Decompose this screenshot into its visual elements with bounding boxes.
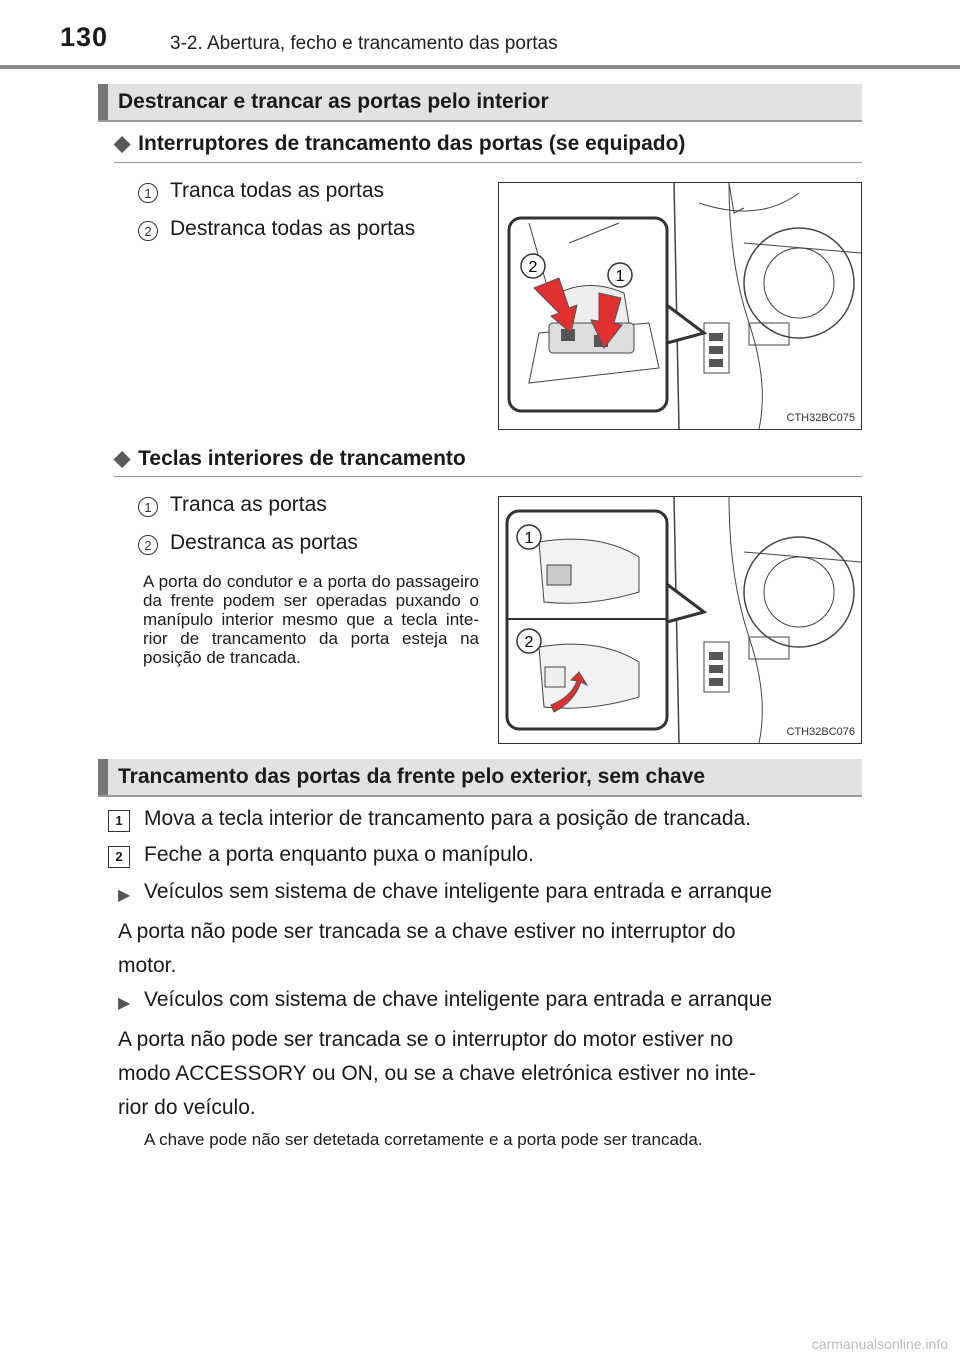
figure-inside-lock-button xyxy=(498,496,862,744)
case-with-smart-key-text-2: modo ACCESSORY ou ON, ou se a chave eletrónica estiver no inte- xyxy=(118,1062,756,1085)
case-with-smart-key: Veículos com sistema de chave inteligente para entrada e arranque xyxy=(144,988,773,1011)
page-number: 130 xyxy=(60,22,109,52)
svg-text:1: 1 xyxy=(144,500,152,515)
svg-text:2: 2 xyxy=(144,538,152,553)
running-header: 3-2. Abertura, fecho e trancamento das portas xyxy=(170,33,558,54)
subhead-rule xyxy=(114,476,862,477)
section-divider xyxy=(98,795,862,797)
item-number-2 xyxy=(137,220,159,246)
item-unlock-all: Destranca todas as portas xyxy=(170,217,416,240)
item-unlock-doors: Destranca as portas xyxy=(170,531,358,554)
door-lock-switch-illustration xyxy=(499,183,861,429)
step-number-1: 1 xyxy=(108,810,130,832)
case-without-smart-key-text-2: motor. xyxy=(118,954,177,977)
case-with-smart-key-text-1: A porta não pode ser trancada se o interruptor do motor estiver no xyxy=(118,1028,734,1051)
diamond-icon: ◆ xyxy=(114,132,131,155)
svg-text:1: 1 xyxy=(615,268,625,285)
svg-text:1: 1 xyxy=(144,186,152,201)
item-number-1 xyxy=(137,496,159,522)
triangle-bullet-icon: ▶ xyxy=(118,995,131,1012)
note-key-not-detected: A chave pode não ser detetada corretamente e a porta pode ser trancada. xyxy=(144,1130,703,1149)
step-number-2: 2 xyxy=(108,846,130,868)
svg-text:2: 2 xyxy=(524,634,534,651)
svg-text:2: 2 xyxy=(144,224,152,239)
section-divider xyxy=(98,120,862,122)
inside-lock-button-illustration xyxy=(499,497,861,743)
section-title-lock-front-doors-outside: Trancamento das portas da frente pelo exterior, sem chave xyxy=(98,759,862,795)
figure-door-lock-switch xyxy=(498,182,862,430)
figure-code: CTH32BC075 xyxy=(786,412,855,424)
subhead-inside-lock-buttons: ◆ Teclas interiores de trancamento xyxy=(114,447,466,470)
case-without-smart-key-text-1: A porta não pode ser trancada se a chave estiver no interruptor do xyxy=(118,920,736,943)
case-without-smart-key: Veículos sem sistema de chave inteligente para entrada e arranque xyxy=(144,880,773,903)
case-with-smart-key-text-3: rior do veículo. xyxy=(118,1096,256,1119)
svg-text:1: 1 xyxy=(524,530,534,547)
figure-code: CTH32BC076 xyxy=(786,726,855,738)
item-number-2 xyxy=(137,534,159,560)
triangle-bullet-icon: ▶ xyxy=(118,887,131,904)
item-number-1 xyxy=(137,182,159,208)
item-lock-doors: Tranca as portas xyxy=(170,493,327,516)
diamond-icon: ◆ xyxy=(114,447,131,470)
note-driver-passenger-door: A porta do condutor e a porta do passageiro da frente podem ser operadas puxando o manípulo interior mesmo que a tecla inte- rior de trancamento da porta esteja na posição de trancada. xyxy=(143,572,479,667)
section-title-unlock-lock-inside: Destrancar e trancar as portas pelo interior xyxy=(98,84,862,120)
subhead-rule xyxy=(114,162,862,163)
watermark: carmanualsonline.info xyxy=(811,1336,948,1352)
item-lock-all: Tranca todas as portas xyxy=(170,179,384,202)
step-2-text: Feche a porta enquanto puxa o manípulo. xyxy=(144,843,534,866)
step-1-text: Mova a tecla interior de trancamento para a posição de trancada. xyxy=(144,807,752,830)
header-rule xyxy=(0,65,960,69)
svg-text:2: 2 xyxy=(528,259,538,276)
subhead-door-lock-switches: ◆ Interruptores de trancamento das portas (se equipado) xyxy=(114,132,686,155)
